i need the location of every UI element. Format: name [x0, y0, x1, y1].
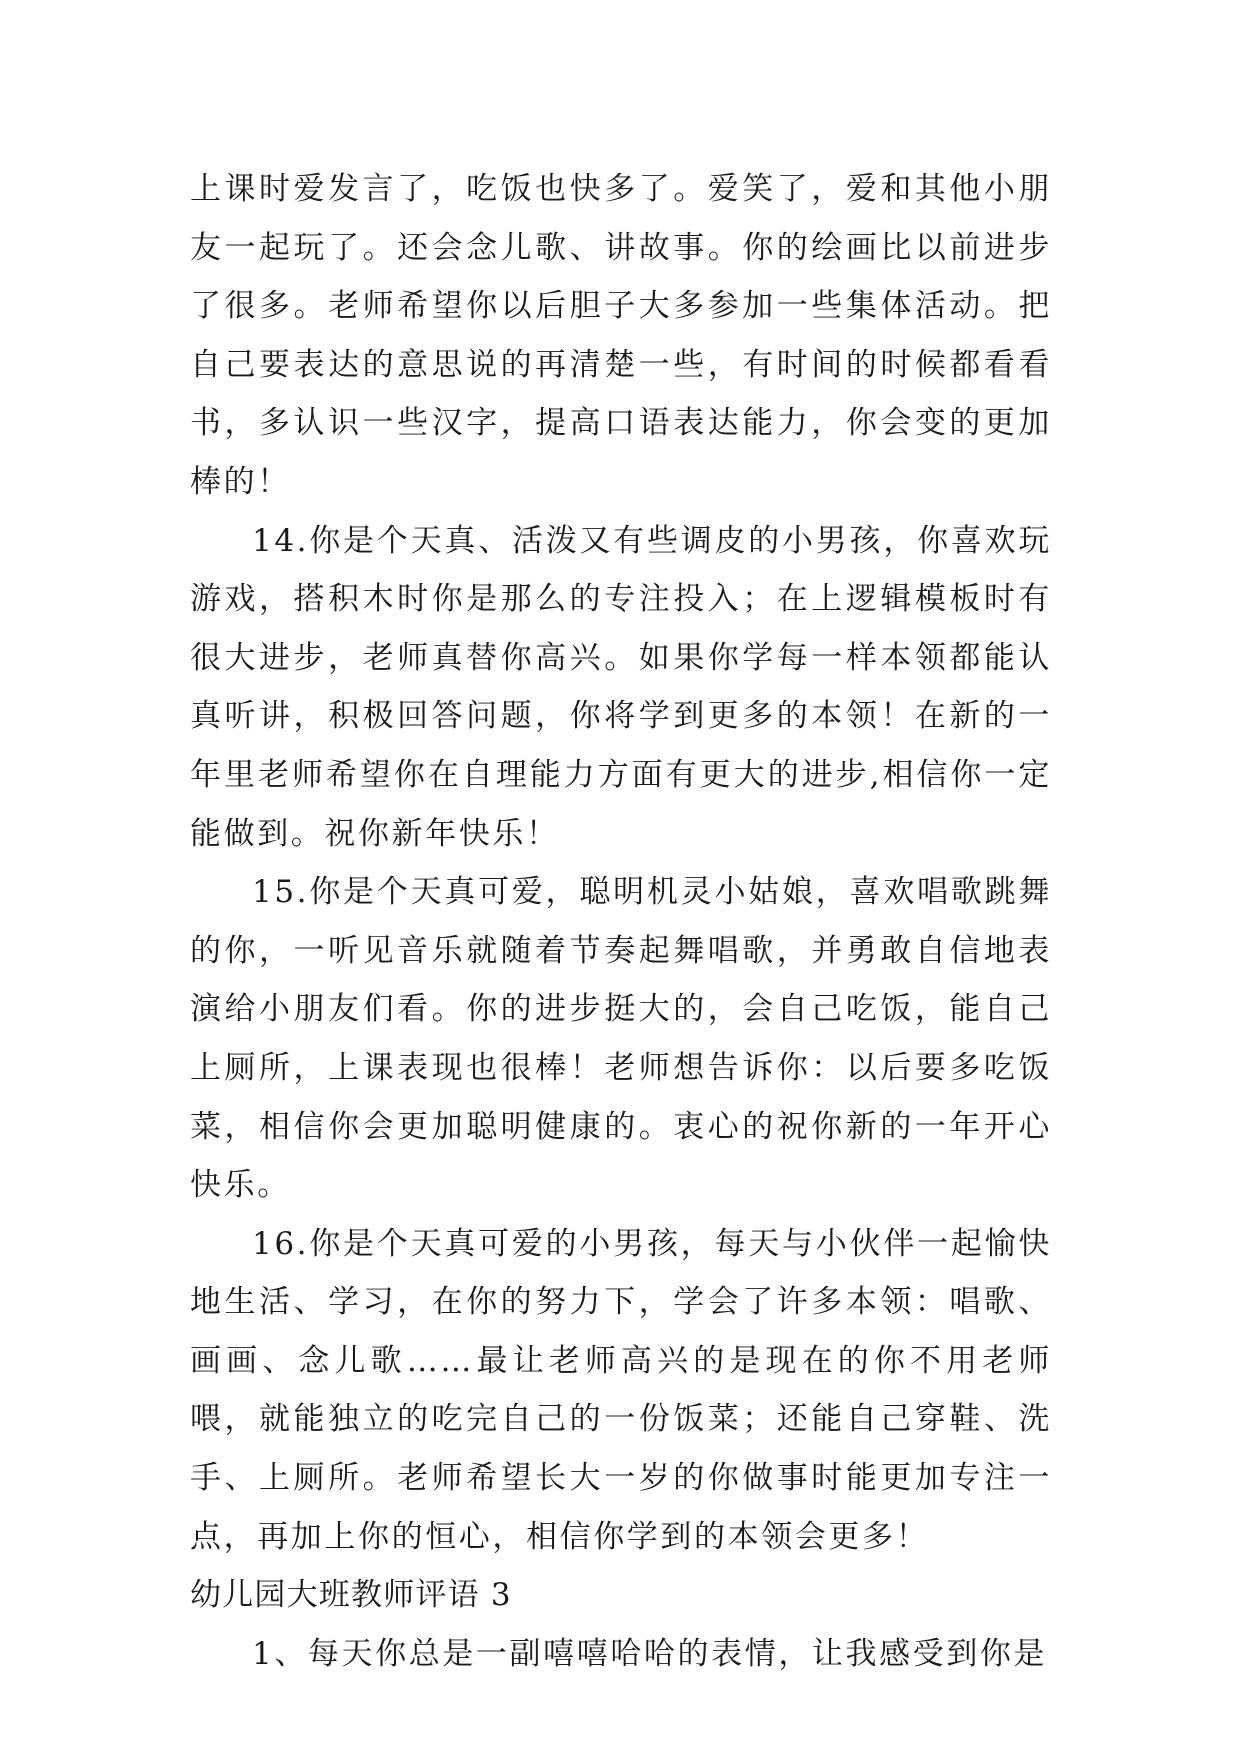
paragraph-continuation: 上课时爱发言了，吃饭也快多了。爱笑了，爱和其他小朋友一起玩了。还会念儿歌、讲故事。你的绘画比以前进步了很多。老师希望你以后胆子大多参加一些集体活动。把自己要表达的意思说的再清楚一些，有时间的时候都看看书，多认识一些汉字，提高口语表达能力，你会变的更加棒的！: [190, 171, 1052, 500]
paragraph-item-15: 15.你是个天真可爱，聪明机灵小姑娘，喜欢唱歌跳舞的你，一听见音乐就随着节奏起舞唱歌，并勇敢自信地表演给小朋友们看。你的进步挺大的，会自己吃饭，能自己上厕所，上课表现也很棒！老师想告诉你：以后要多吃饭菜，相信你会更加聪明健康的。衷心的祝你新的一年开心快乐。: [190, 874, 1052, 1204]
paragraph-item-1: 1、每天你总是一副嘻嘻哈哈的表情，让我感受到你是: [252, 1635, 1048, 1672]
section-heading: 幼儿园大班教师评语 3: [190, 1577, 512, 1614]
paragraph-item-16: 16.你是个天真可爱的小男孩，每天与小伙伴一起愉快地生活、学习，在你的努力下，学会了许多本领：唱歌、画画、念儿歌……最让老师高兴的是现在的你不用老师喂，就能独立的吃完自己的一份饭菜；还能自己穿鞋、洗手、上厕所。老师希望长大一岁的你做事时能更加专注一点，再加上你的恒心，相信你学到的本领会更多！: [190, 1225, 1052, 1555]
paragraph-item-14: 14.你是个天真、活泼又有些调皮的小男孩，你喜欢玩游戏，搭积木时你是那么的专注投入；在上逻辑模板时有很大进步，老师真替你高兴。如果你学每一样本领都能认真听讲，积极回答问题，你将学到更多的本领！在新的一年里老师希望你在自理能力方面有更大的进步,相信你一定能做到。祝你新年快乐！: [190, 522, 1052, 852]
document-body: [190, 160, 1052, 1683]
